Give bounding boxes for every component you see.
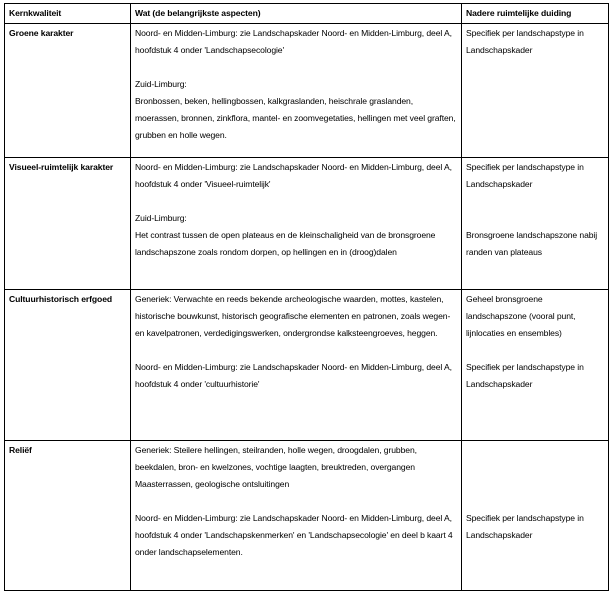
wat-paragraph: Generiek: Steilere hellingen, steilranden, holle wegen, droogdalen, grubben, beekdalen, bron- en kwelzones, vochtige laagten, breuktreden, overgangen Maasterrassen, geologische ontsluitingen (135, 445, 417, 489)
wat-paragraph: Noord- en Midden-Limburg: zie Landschapskader Noord- en Midden-Limburg, deel A, hoofdstuk 4 onder 'cultuurhistorie' (135, 362, 452, 389)
wat-paragraph: Het contrast tussen de open plateaus en de kleinschaligheid van de bronsgroene landschapszone zoals rondom dorpen, op hellingen en in (droog)dalen (135, 230, 436, 257)
wat-cell (131, 158, 462, 290)
wat-cell (131, 441, 462, 591)
table-row (5, 290, 609, 441)
duiding-cell (462, 441, 609, 591)
wat-region-label: Zuid-Limburg: (135, 213, 187, 223)
wat-region-label: Zuid-Limburg: (135, 79, 187, 89)
kernkwaliteit-cell: Reliëf (5, 441, 131, 591)
wat-cell (131, 24, 462, 158)
header-wat: Wat (de belangrijkste aspecten) (131, 4, 462, 24)
duiding-paragraph: Specifiek per landschapstype in Landschapskader (466, 28, 584, 55)
duiding-paragraph: Bronsgroene landschapszone nabij randen van plateaus (466, 230, 598, 257)
duiding-paragraph: Geheel bronsgroene landschapszone (vooral punt, lijnlocaties en ensembles) (466, 294, 576, 338)
wat-cell (131, 290, 462, 441)
wat-paragraph: Noord- en Midden-Limburg: zie Landschapskader Noord- en Midden-Limburg, deel A, hoofdstuk 4 onder 'Visueel-ruimtelijk' (135, 162, 452, 189)
table-row (5, 24, 609, 158)
duiding-cell (462, 158, 609, 290)
wat-paragraph: Noord- en Midden-Limburg: zie Landschapskader Noord- en Midden-Limburg, deel A, hoofdstuk 4 onder 'Landschapskenmerken' en 'Landschapsecologie' en deel b kaart 4 onder landschapselementen. (135, 513, 453, 557)
duiding-paragraph: Specifiek per landschapstype in Landschapskader (466, 513, 584, 540)
duiding-paragraph: Specifiek per landschapstype in Landschapskader (466, 362, 584, 389)
duiding-cell (462, 24, 609, 158)
kernkwaliteit-cell: Visueel-ruimtelijk karakter (5, 158, 131, 290)
table-row (5, 441, 609, 591)
header-kernkwaliteit: Kernkwaliteit (5, 4, 131, 24)
header-row (5, 4, 609, 24)
wat-paragraph: Bronbossen, beken, hellingbossen, kalkgraslanden, heischrale graslanden, moerassen, bronnen, zinkflora, mantel- en zoomvegetaties, hellingen met veel graften, grubben en holle wegen. (135, 96, 456, 140)
duiding-cell (462, 290, 609, 441)
wat-paragraph: Generiek: Verwachte en reeds bekende archeologische waarden, mottes, kastelen, historische bouwkunst, historisch geografische elementen en patronen, zoals wegen- en kavelpatronen, verdedigingswerken, ondergrondse kalksteengroeves, heggen. (135, 294, 451, 338)
wat-paragraph: Noord- en Midden-Limburg: zie Landschapskader Noord- en Midden-Limburg, deel A, hoofdstuk 4 onder 'Landschapsecologie' (135, 28, 452, 55)
header-duiding: Nadere ruimtelijke duiding (462, 4, 609, 24)
kernkwaliteit-cell: Cultuurhistorisch erfgoed (5, 290, 131, 441)
table-row (5, 158, 609, 290)
kernkwaliteiten-table (4, 3, 609, 591)
kernkwaliteit-cell: Groene karakter (5, 24, 131, 158)
duiding-paragraph: Specifiek per landschapstype in Landschapskader (466, 162, 584, 189)
